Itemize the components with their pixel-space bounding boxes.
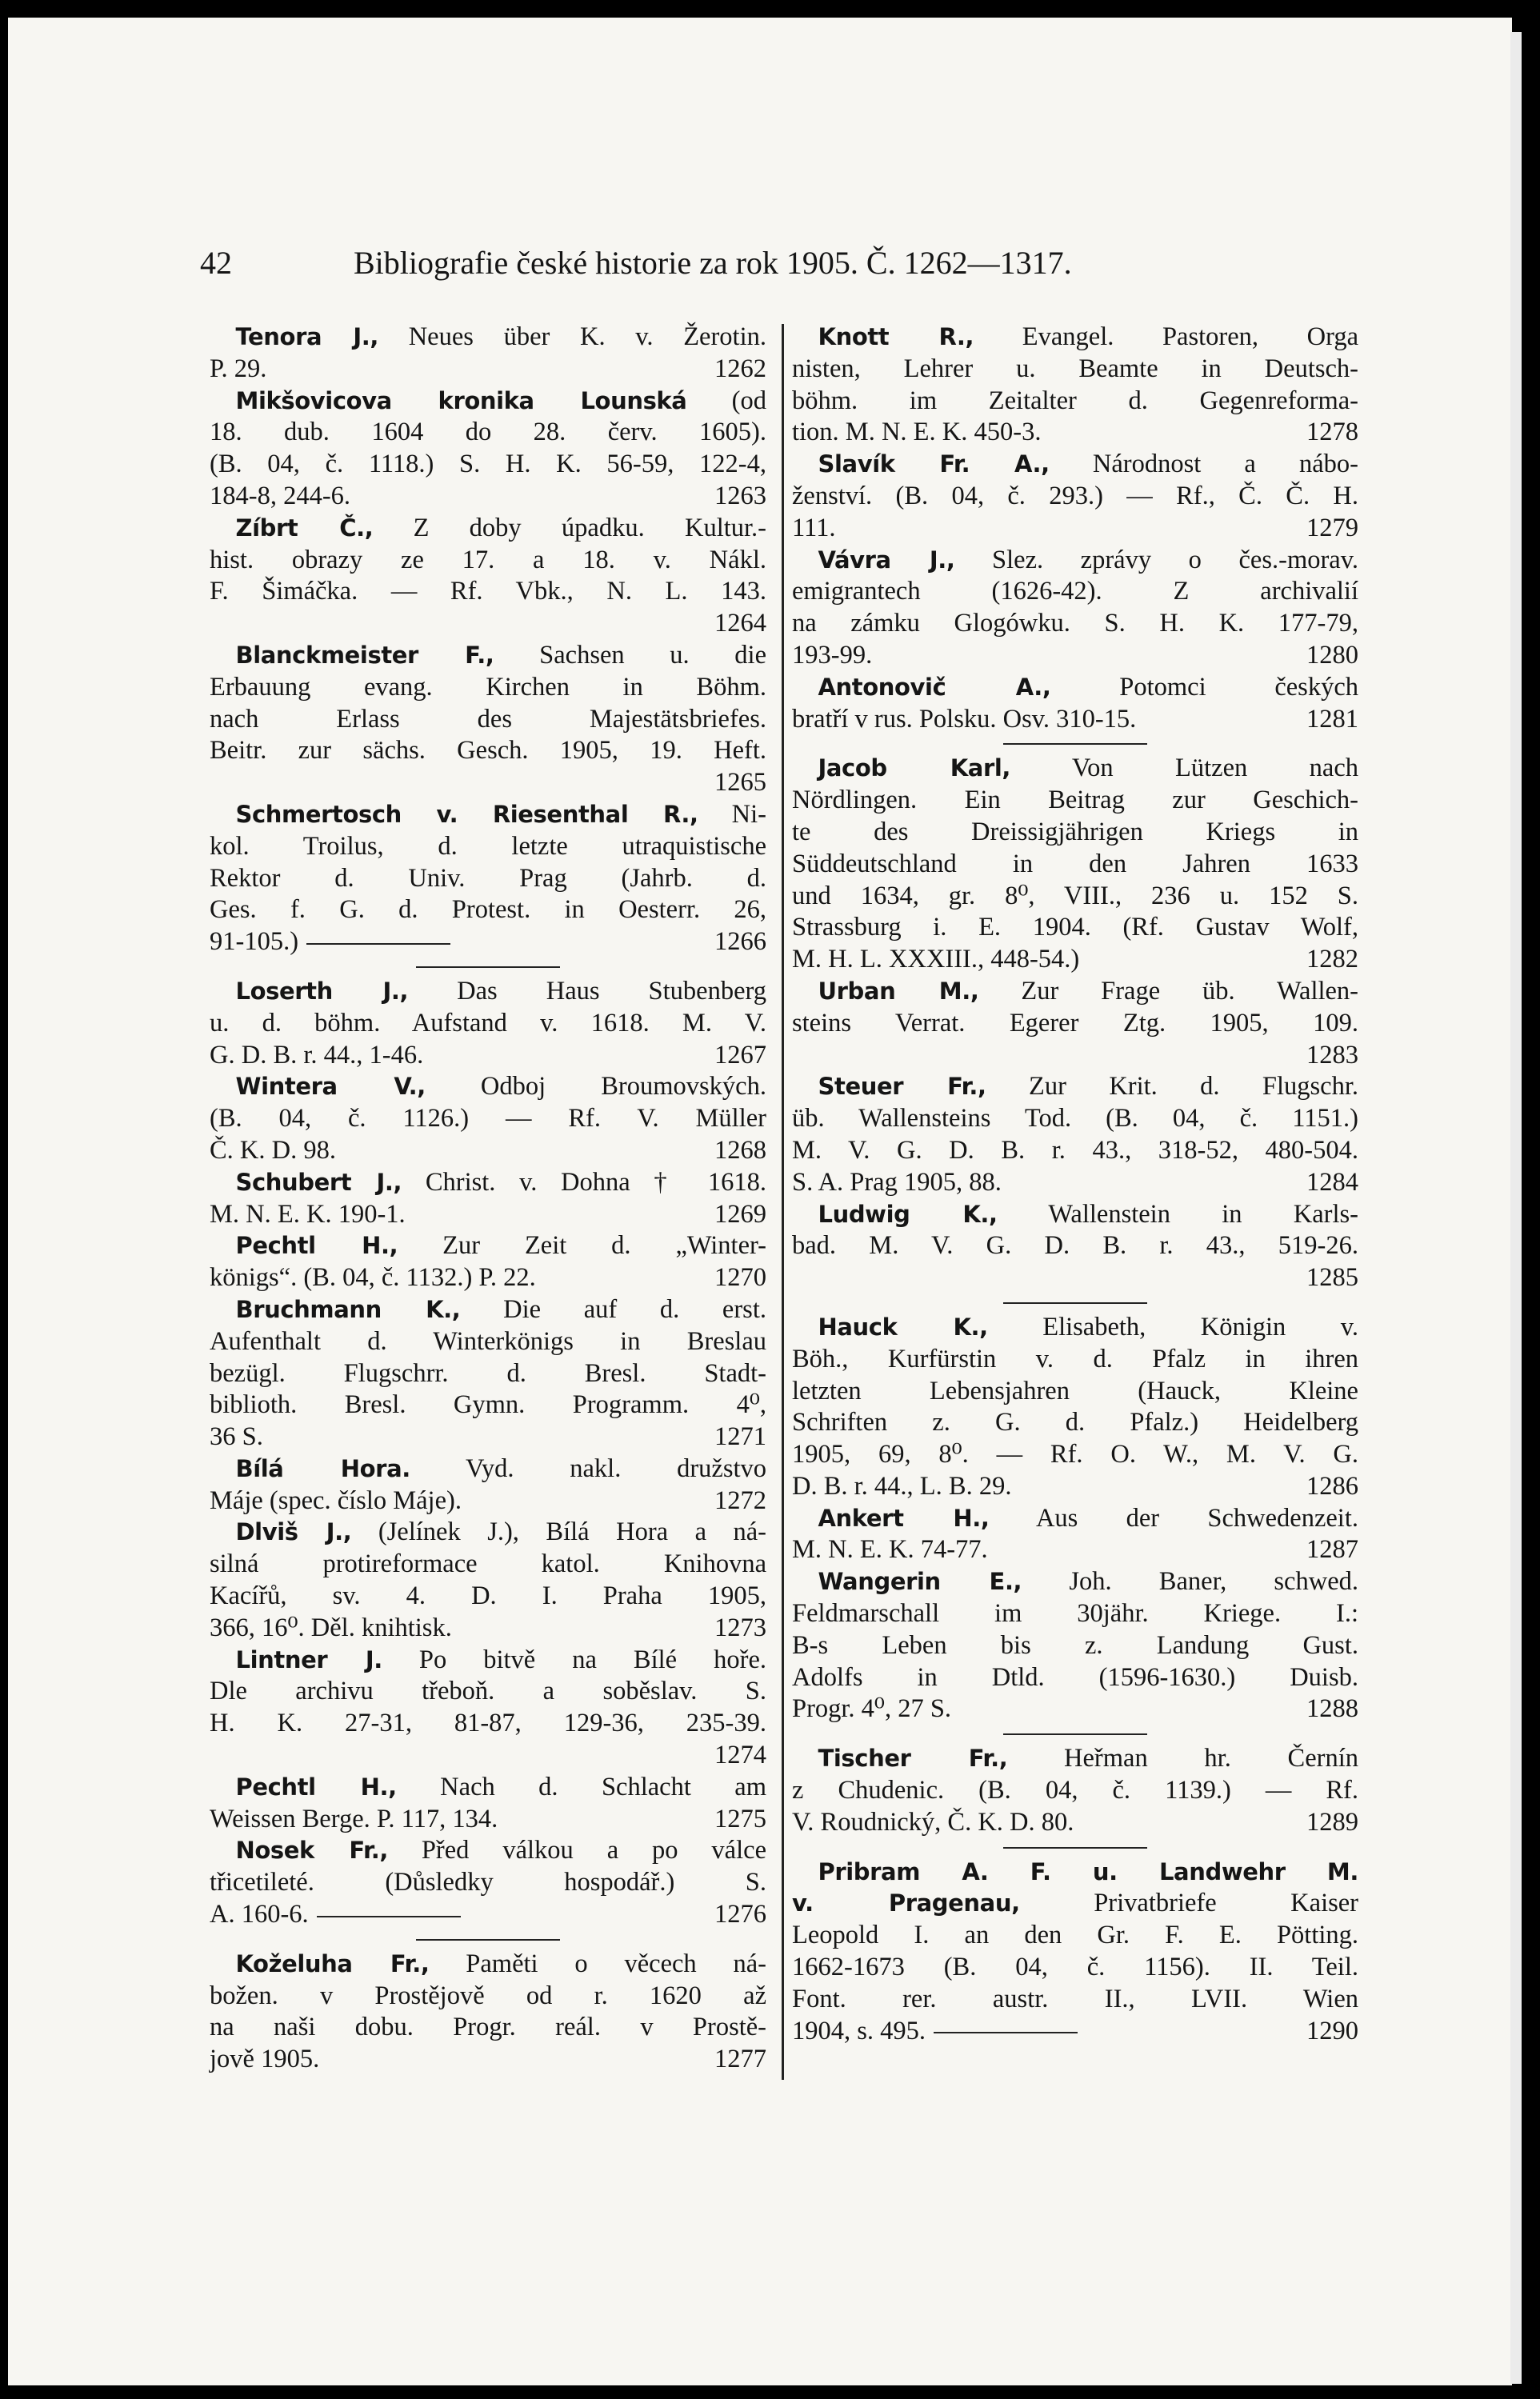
entry-number: 1269 (714, 1199, 766, 1229)
entry-1268 (210, 1071, 766, 1166)
entry-number: 1266 (714, 927, 766, 957)
entry-line: 91-105.) 1266 (210, 926, 766, 958)
entry-line: Antonovič A., Potomci českých (818, 672, 1359, 702)
entry-1289 (792, 1743, 1358, 1838)
entry-number: 1272 (714, 1485, 766, 1515)
entry-line: Schmertosch v. Riesenthal R., Ni- (235, 799, 766, 829)
entry-line: Dle archivu třeboň. a soběslav. S. (210, 1677, 766, 1706)
entry-number: 1270 (714, 1263, 766, 1293)
entry-1266 (210, 799, 766, 958)
entry-line: Dlviš J., (Jelínek J.), Bílá Hora a ná- (235, 1517, 766, 1547)
entry-line: Progr. 4⁰, 27 S. 1288 (792, 1693, 1358, 1725)
entry-author: Nosek Fr., (235, 1837, 388, 1865)
entry-number: 1275 (714, 1804, 766, 1833)
entry-1277 (210, 1949, 766, 2076)
entry-number: 1287 (1306, 1535, 1358, 1565)
entry-line: Mikšovicova kronika Lounská (od (235, 386, 766, 415)
entry-line: Schubert J., Christ. v. Dohna † 1618. (235, 1167, 766, 1197)
entry-line: Strassburg i. E. 1904. (Rf. Gustav Wolf, (792, 913, 1358, 942)
entry-line: Erbauung evang. Kirchen in Böhm. (210, 672, 766, 702)
entry-line: Tischer Fr., Heřman hr. Černín (818, 1744, 1358, 1773)
separator-rule (792, 1839, 1358, 1857)
entry-line: Pechtl H., Nach d. Schlacht am (235, 1772, 766, 1801)
entry-line: G. D. B. r. 44., 1-46. 1267 (210, 1040, 766, 1072)
entry-number: 1282 (1306, 945, 1358, 974)
entry-line: Ankert H., Aus der Schwedenzeit. (818, 1503, 1358, 1533)
entry-line: na naši dobu. Progr. reál. v Prostě- (210, 2013, 766, 2042)
entry-number: 1276 (714, 1900, 766, 1929)
entry-author: Vávra J., (818, 546, 955, 574)
entry-number: 1264 (714, 609, 766, 638)
entry-line: bezügl. Flugschrr. d. Bresl. Stadt- (210, 1358, 766, 1388)
separator-rule (317, 1916, 461, 1917)
entry-line: Knott R., Evangel. Pastoren, Orga (818, 322, 1358, 351)
entry-line: nach Erlass des Majestätsbriefes. (210, 704, 766, 734)
entry-author: Knott R., (818, 323, 974, 350)
entry-1290 (792, 1857, 1358, 2048)
entry-line: třicetileté. (Důsledky hospodář.) S. (210, 1868, 766, 1897)
entry-number: 1281 (1306, 704, 1358, 734)
entry-1287 (792, 1503, 1358, 1567)
entry-number: 1288 (1306, 1694, 1358, 1724)
entry-line: (B. 04, č. 1118.) S. H. K. 56-59, 122-4, (210, 450, 766, 479)
entry-line: Bílá Hora. Vyd. nakl. družstvo (235, 1453, 766, 1483)
entry-line: 184-8, 244-6. 1263 (210, 481, 766, 513)
entry-1273 (210, 1517, 766, 1644)
separator-rule (934, 2032, 1078, 2033)
entry-line: Jacob Karl, Von Lützen nach (818, 754, 1358, 783)
entry-1263 (210, 386, 766, 513)
entry-author: Koželuha Fr., (235, 1949, 430, 1977)
entry-line: 366, 16⁰. Děl. knihtisk. 1273 (210, 1613, 766, 1645)
entry-author: Mikšovicova kronika Lounská (235, 386, 687, 414)
entry-author: Hauck K., (818, 1313, 988, 1341)
entry-line: Feldmarschall im 30jähr. Kriege. I.: (792, 1599, 1358, 1629)
left-column (210, 322, 766, 2076)
entry-author: Pechtl H., (235, 1232, 398, 1260)
page-number: 42 (200, 245, 232, 281)
entry-line: S. A. Prag 1905, 88. 1284 (792, 1167, 1358, 1199)
entry-author: Bílá Hora. (235, 1454, 410, 1482)
entry-line: M. V. G. D. B. r. 43., 318-52, 480-504. (792, 1135, 1358, 1165)
entry-1281 (792, 672, 1358, 736)
entry-number: 1286 (1306, 1471, 1358, 1501)
entry-number: 1274 (714, 1741, 766, 1770)
entry-author: Urban M., (818, 977, 979, 1005)
entry-line: 1904, s. 495. 1290 (792, 2016, 1358, 2048)
page-edge (1510, 32, 1522, 2384)
entry-author: Tenora J., (235, 323, 379, 350)
entry-line: Vávra J., Slez. zprávy o čes.-morav. (818, 545, 1358, 574)
entry-line: bratří v rus. Polsku. Osv. 310-15. 1281 (792, 704, 1358, 736)
entry-line: Nördlingen. Ein Beitrag zur Geschich- (792, 786, 1358, 815)
entry-1285 (792, 1199, 1358, 1294)
entry-line: te des Dreissigjährigen Kriegs in (792, 817, 1358, 846)
entry-author: Ankert H., (818, 1504, 990, 1532)
entry-line: 1662-1673 (B. 04, č. 1156). II. Teil. (792, 1953, 1358, 1982)
separator-spacer (210, 958, 766, 976)
entry-1262 (210, 322, 766, 386)
entry-line: Adolfs in Dtld. (1596-1630.) Duisb. (792, 1662, 1358, 1692)
running-title: Bibliografie české historie za rok 1905. Č. 1262—1317. (354, 245, 1072, 281)
entry-line: und 1634, gr. 8⁰, VIII., 236 u. 152 S. (792, 881, 1358, 910)
entry-line: božen. v Prostějově od r. 1620 až (210, 1981, 766, 2010)
entry-line: Nosek Fr., Před válkou a po válce (235, 1836, 766, 1865)
entry-line: tion. M. N. E. K. 450-3. 1278 (792, 417, 1358, 449)
entry-number: 1284 (1306, 1167, 1358, 1197)
entry-line: 18. dub. 1604 do 28. červ. 1605). (210, 418, 766, 447)
entry-number: 1289 (1306, 1807, 1358, 1837)
entry-number: 1271 (714, 1422, 766, 1452)
column-divider (782, 324, 784, 2080)
entry-author: Schmertosch v. Riesenthal R., (235, 800, 698, 828)
entry-line: M. N. E. K. 190-1. 1269 (210, 1199, 766, 1231)
entry-line: Leopold I. an den Gr. F. E. Pötting. (792, 1921, 1358, 1950)
entry-line: steins Verrat. Egerer Ztg. 1905, 109. (792, 1008, 1358, 1038)
entry-1275 (210, 1772, 766, 1836)
entry-1264 (210, 513, 766, 640)
entry-1271 (210, 1294, 766, 1453)
entry-line: Beitr. zur sächs. Gesch. 1905, 19. Heft. (210, 736, 766, 766)
entry-line: Ges. f. G. d. Protest. in Oesterr. 26, (210, 895, 766, 925)
entry-line: letzten Lebensjahren (Hauck, Kleine (792, 1376, 1358, 1405)
entry-1288 (792, 1566, 1358, 1725)
entry-line: F. Šimáčka. — Rf. Vbk., N. L. 143. (210, 577, 766, 606)
entry-line: Aufenthalt d. Winterkönigs in Breslau (210, 1326, 766, 1356)
entry-line: Loserth J., Das Haus Stubenberg (235, 976, 766, 1006)
entry-1276 (210, 1835, 766, 1930)
entry-line: königs“. (B. 04, č. 1132.) P. 22. 1270 (210, 1262, 766, 1294)
entry-line: üb. Wallensteins Tod. (B. 04, č. 1151.) (792, 1104, 1358, 1134)
entry-line: Bruchmann K., Die auf d. erst. (235, 1294, 766, 1324)
entry-line: Pechtl H., Zur Zeit d. „Winter- (235, 1231, 766, 1261)
entry-author: Wintera V., (235, 1073, 426, 1101)
entry-line: A. 160-6. 1276 (210, 1899, 766, 1931)
entry-author: v. Pragenau, (792, 1889, 1020, 1917)
entry-line: ženství. (B. 04, č. 293.) — Rf., Č. Č. H. (792, 481, 1358, 510)
entry-line: M. H. L. XXXIII., 448-54.) 1282 (792, 944, 1358, 976)
entry-1270 (210, 1230, 766, 1294)
entry-line: Tenora J., Neues über K. v. Žerotin. (235, 322, 766, 351)
separator-rule (792, 1725, 1358, 1743)
entry-number: 1267 (714, 1040, 766, 1070)
entry-author: Schubert J., (235, 1168, 402, 1196)
entry-author: Loserth J., (235, 977, 409, 1005)
separator-rule (792, 1294, 1358, 1312)
entry-line: silná protireformace katol. Knihovna (210, 1549, 766, 1579)
entry-line: Kacířů, sv. 4. D. I. Praha 1905, (210, 1581, 766, 1611)
entry-line: 111. 1279 (792, 513, 1358, 545)
entry-number: 1283 (1306, 1040, 1358, 1070)
entry-line: Ludwig K., Wallenstein in Karls- (818, 1199, 1358, 1229)
entry-author: Wangerin E., (818, 1568, 1022, 1596)
entry-line: bad. M. V. G. D. B. r. 43., 519-26. (792, 1231, 1358, 1261)
entry-line: M. N. E. K. 74-77. 1287 (792, 1534, 1358, 1566)
entry-line: na zámku Glogówku. S. H. K. 177-79, (792, 609, 1358, 638)
entry-number: 1279 (1306, 513, 1358, 542)
entry-number: 1273 (714, 1613, 766, 1642)
entry-line: Máje (spec. číslo Máje). 1272 (210, 1485, 766, 1517)
entry-author: Pribram A. F. u. Landwehr M. (818, 1857, 1358, 1885)
entry-1284 (792, 1071, 1358, 1198)
entry-1274 (210, 1645, 766, 1772)
separator-spacer (210, 1931, 766, 1949)
entry-line: (B. 04, č. 1126.) — Rf. V. Müller (210, 1104, 766, 1134)
entry-line: kol. Troilus, d. letzte utraquistische (210, 831, 766, 861)
entry-1265 (210, 640, 766, 799)
entry-line: Zíbrt Č., Z doby úpadku. Kultur.- (235, 513, 766, 542)
entry-line: Blanckmeister F., Sachsen u. die (235, 640, 766, 670)
entry-line: Koželuha Fr., Paměti o věcech ná- (235, 1949, 766, 1978)
entry-1269 (210, 1167, 766, 1231)
entry-number: 1278 (1306, 418, 1358, 447)
entry-line: V. Roudnický, Č. K. D. 80. 1289 (792, 1807, 1358, 1839)
entry-line: Hauck K., Elisabeth, Königin v. (818, 1312, 1359, 1341)
entry-author: Zíbrt Č., (235, 514, 374, 542)
entry-line: jově 1905. 1277 (210, 2044, 766, 2076)
entry-1278 (792, 322, 1358, 449)
entry-line: Wangerin E., Joh. Baner, schwed. (818, 1567, 1359, 1597)
entry-1279 (792, 449, 1358, 544)
entry-author: Ludwig K., (818, 1200, 998, 1228)
entry-line: emigrantech (1626-42). Z archivalií (792, 577, 1358, 606)
entry-author: Blanckmeister F., (235, 641, 494, 669)
entry-author: Steuer Fr., (818, 1073, 986, 1101)
entry-1267 (210, 976, 766, 1071)
entry-author: Lintner J. (235, 1645, 382, 1673)
entry-number: 1263 (714, 481, 766, 510)
entry-1272 (210, 1453, 766, 1517)
separator-rule (792, 735, 1358, 753)
entry-line: Süddeutschland in den Jahren 1633 (792, 849, 1358, 878)
entry-author: Pechtl H., (235, 1773, 397, 1801)
entry-line: Wintera V., Odboj Broumovských. (235, 1072, 766, 1102)
entry-line: H. K. 27-31, 81-87, 129-36, 235-39. (210, 1709, 766, 1738)
entry-author: Jacob Karl, (818, 754, 1011, 782)
right-column (792, 322, 1358, 2047)
entry-line: Steuer Fr., Zur Krit. d. Flugschr. (818, 1072, 1358, 1102)
entry-line: Schriften z. G. d. Pfalz.) Heidelberg (792, 1408, 1358, 1437)
entry-author: Antonovič A., (818, 673, 1051, 701)
entry-author: Dlviš J., (235, 1518, 352, 1546)
entry-author: Tischer Fr., (818, 1745, 1008, 1773)
separator-rule (306, 943, 450, 945)
entry-line: 193-99. 1280 (792, 640, 1358, 672)
entry-1286 (792, 1312, 1358, 1503)
entry-line: z Chudenic. (B. 04, č. 1139.) — Rf. (792, 1776, 1358, 1805)
entry-line: böhm. im Zeitalter d. Gegenreforma- (792, 386, 1358, 415)
entry-number: 1277 (714, 2045, 766, 2074)
entry-line (792, 1857, 1358, 1889)
entry-author: Bruchmann K., (235, 1295, 461, 1323)
entry-number: 1285 (1306, 1263, 1358, 1293)
entry-line: Urban M., Zur Frage üb. Wallen- (818, 976, 1358, 1006)
entry-line: hist. obrazy ze 17. a 18. v. Nákl. (210, 545, 766, 574)
entry-line: 36 S. 1271 (210, 1421, 766, 1453)
entry-line: B-s Leben bis z. Landung Gust. (792, 1630, 1358, 1660)
entry-line: 1905, 69, 8⁰. — Rf. O. W., M. V. G. (792, 1440, 1358, 1469)
entry-line: Böh., Kurfürstin v. d. Pfalz in ihren (792, 1344, 1358, 1373)
entry-number: 1265 (714, 768, 766, 798)
entry-number: 1280 (1306, 640, 1358, 670)
entry-line: Rektor d. Univ. Prag (Jahrb. d. (210, 863, 766, 893)
entry-line: D. B. r. 44., L. B. 29. 1286 (792, 1471, 1358, 1503)
entry-author: Slavík Fr. A., (818, 450, 1050, 478)
entry-line: v. Pragenau, Privatbriefe Kaiser (792, 1889, 1358, 1918)
entry-line: u. d. böhm. Aufstand v. 1618. M. V. (210, 1008, 766, 1038)
entry-1280 (792, 545, 1358, 672)
page-header (200, 244, 1240, 292)
entry-number: 1290 (1306, 2016, 1358, 2045)
entry-number: 1262 (714, 354, 766, 383)
entry-line: Font. rer. austr. II., LVII. Wien (792, 1984, 1358, 2013)
entry-line: biblioth. Bresl. Gymn. Programm. 4⁰, (210, 1390, 766, 1420)
entry-line: nisten, Lehrer u. Beamte in Deutsch- (792, 354, 1358, 383)
entry-line: Lintner J. Po bitvě na Bílé hoře. (235, 1645, 766, 1674)
entry-line: Weissen Berge. P. 117, 134. 1275 (210, 1804, 766, 1836)
entry-line: P. 29. 1262 (210, 354, 766, 386)
entry-line: Č. K. D. 98. 1268 (210, 1135, 766, 1167)
entry-1283 (792, 976, 1358, 1071)
entry-number: 1268 (714, 1135, 766, 1165)
entry-line: Slavík Fr. A., Národnost a nábo- (818, 450, 1358, 479)
entry-1282 (792, 753, 1358, 976)
